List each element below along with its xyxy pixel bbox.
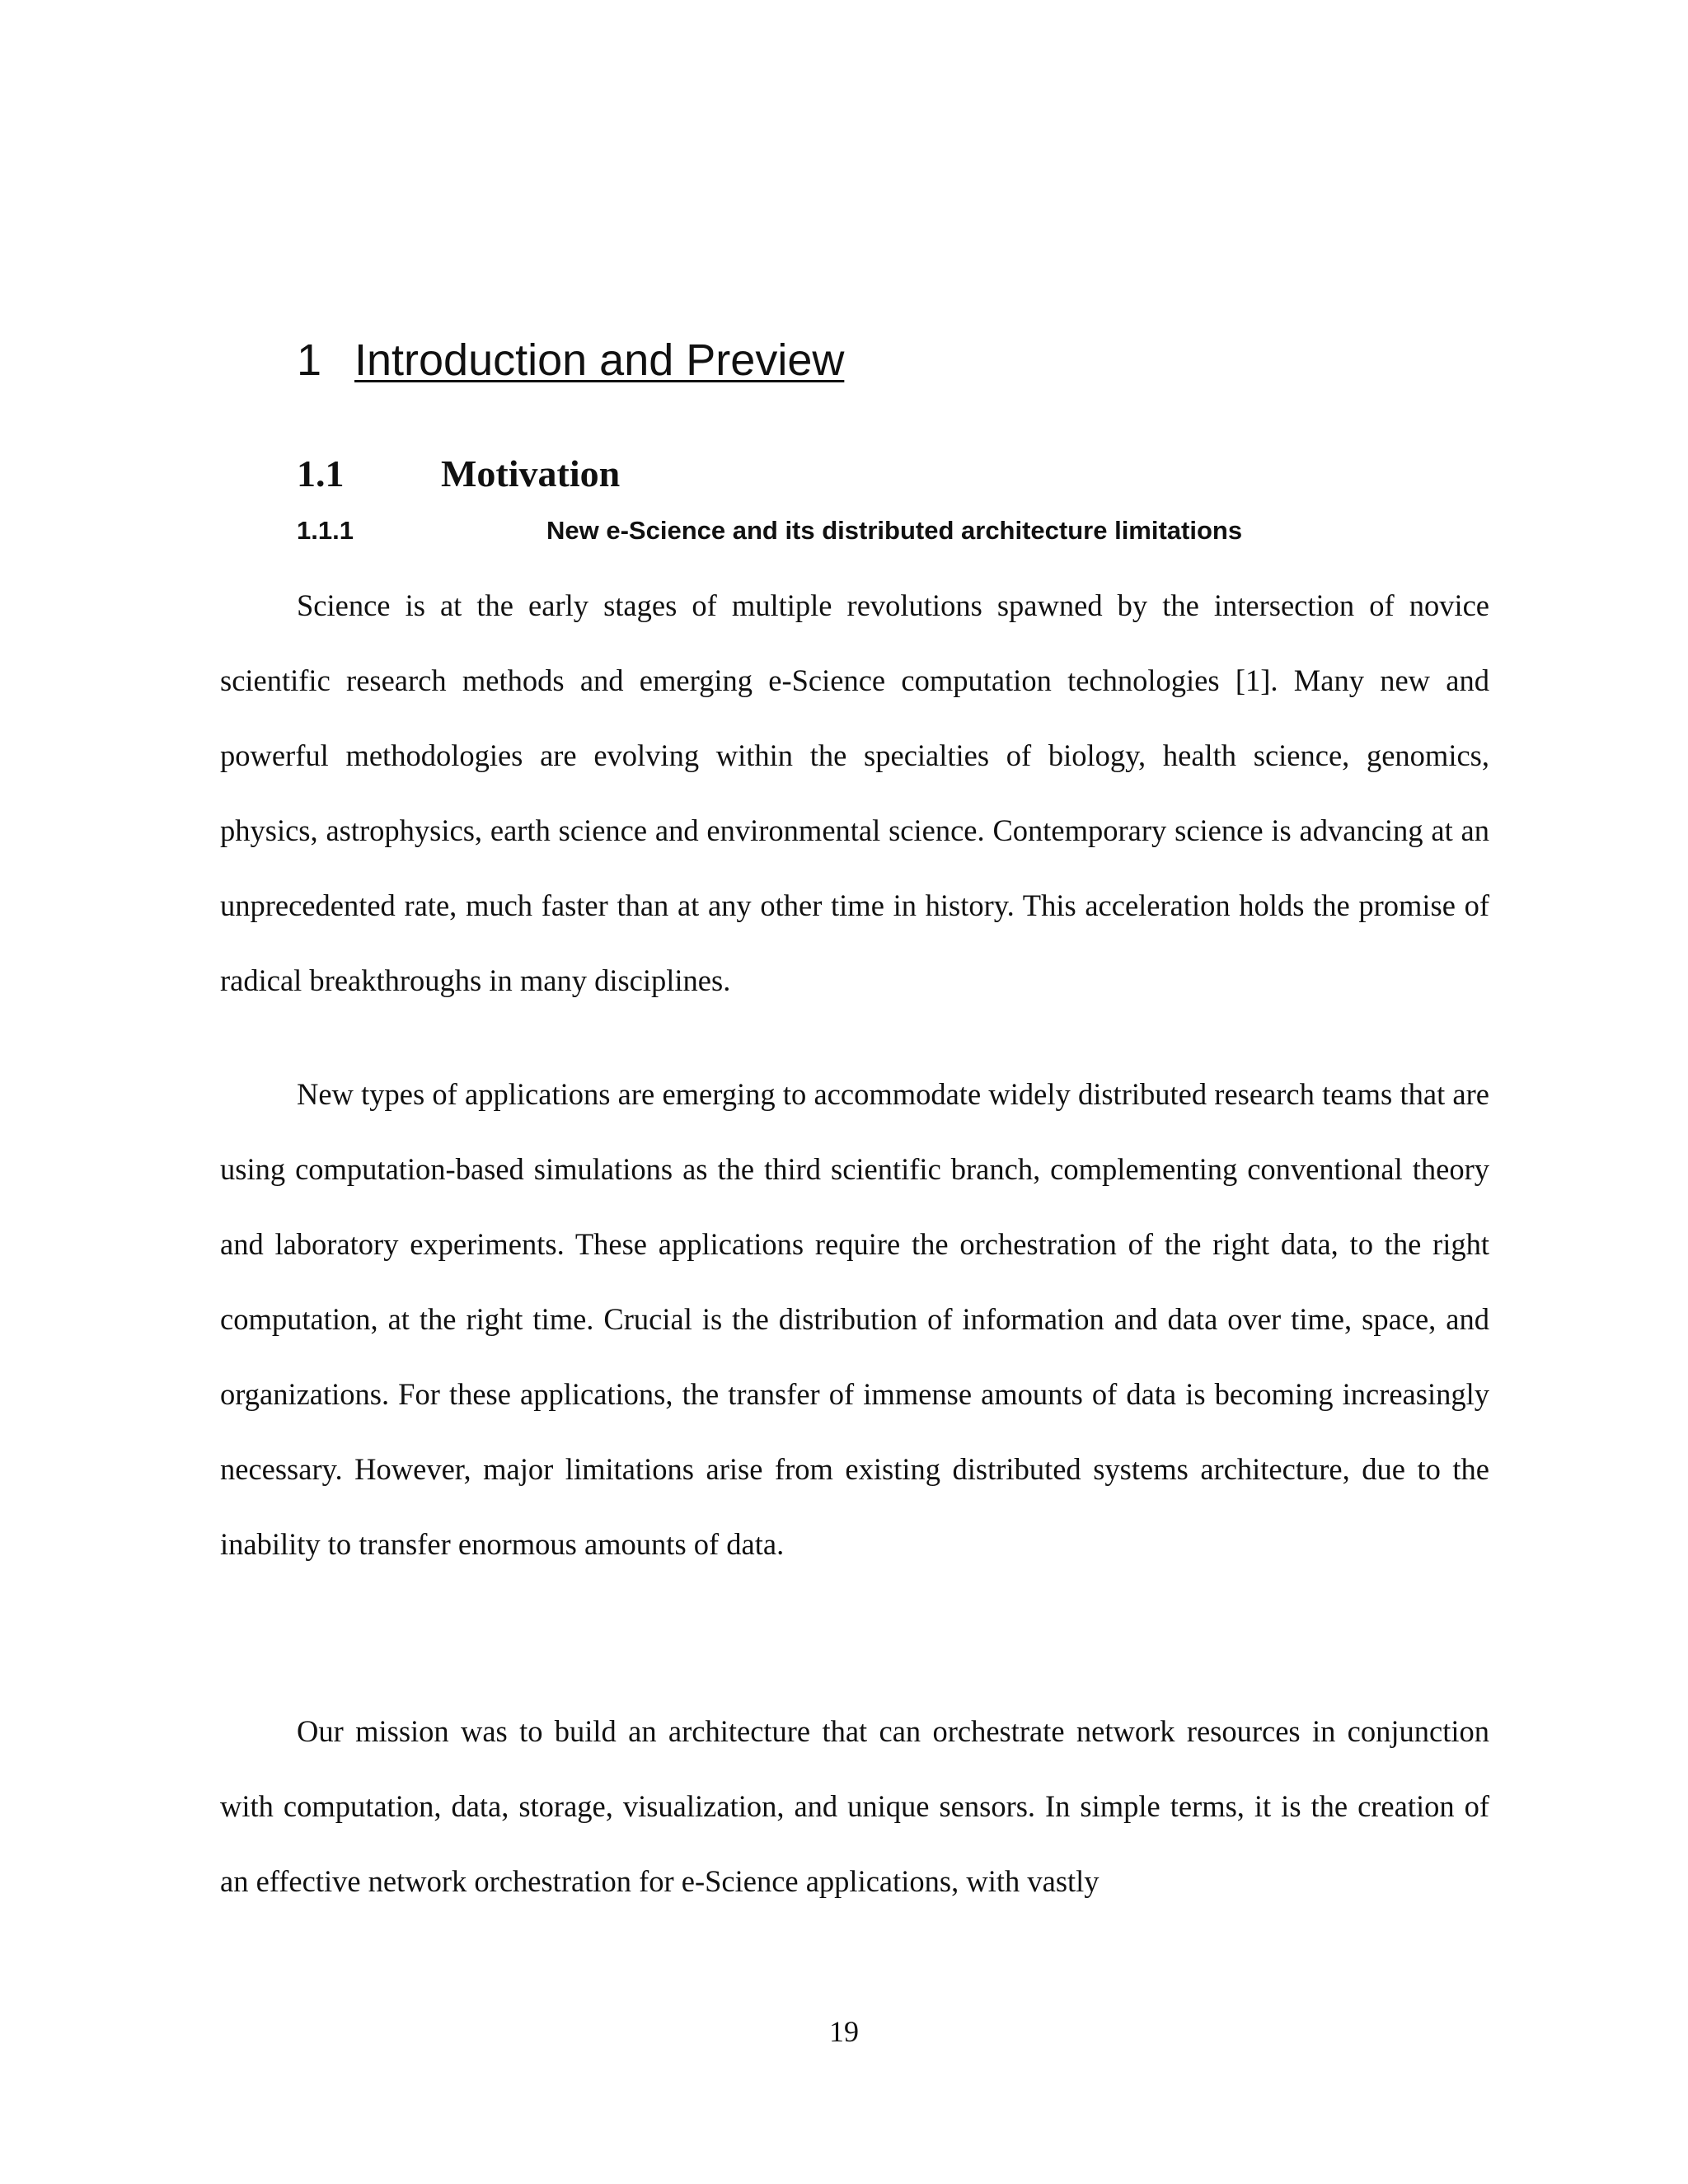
section-title: Motivation — [441, 452, 621, 494]
chapter-heading — [297, 331, 844, 389]
subsection-title: New e-Science and its distributed architecture limitations — [546, 516, 1243, 545]
section-number: 1.1 — [297, 452, 345, 494]
chapter-number: 1 — [297, 335, 322, 385]
body-paragraph-3: Our mission was to build an architecture that can orchestrate network resources in conjunction with computation, data, storage, visualization, and unique sensors. In simple terms, it is the creation of an effective network orchestration for e-Science applications, with vastly — [220, 1714, 1489, 1898]
section-heading — [297, 449, 620, 499]
body-paragraph-2: New types of applications are emerging to accommodate widely distributed research teams that are using computation-based simulations as the third scientific branch, complementing conventional theory and laboratory experiments. These applications require the orchestration of the right data, to the right computation, at the right time. Crucial is the distribution of information and data over time, space, and organizations. For these applications, the transfer of immense amounts of data is becoming increasingly necessary. However, major limitations arise from existing distributed systems architecture, due to the inability to transfer enormous amounts of data. — [220, 1077, 1489, 1561]
chapter-title: Introduction and Preview — [354, 335, 845, 385]
page-number: 19 — [829, 2015, 859, 2048]
body-paragraph-1: Science is at the early stages of multiple revolutions spawned by the intersection of novice scientific research methods and emerging e-Science computation technologies [1]. Many new and powerful methodologies are evolving within the specialties of biology, health science, genomics, physics, astrophysics, earth science and environmental science. Contemporary science is advancing at an unprecedented rate, much faster than at any other time in history. This acceleration holds the promise of radical breakthroughs in many disciplines. — [220, 588, 1489, 997]
subsection-number: 1.1.1 — [297, 516, 354, 545]
subsection-heading — [297, 514, 1242, 547]
